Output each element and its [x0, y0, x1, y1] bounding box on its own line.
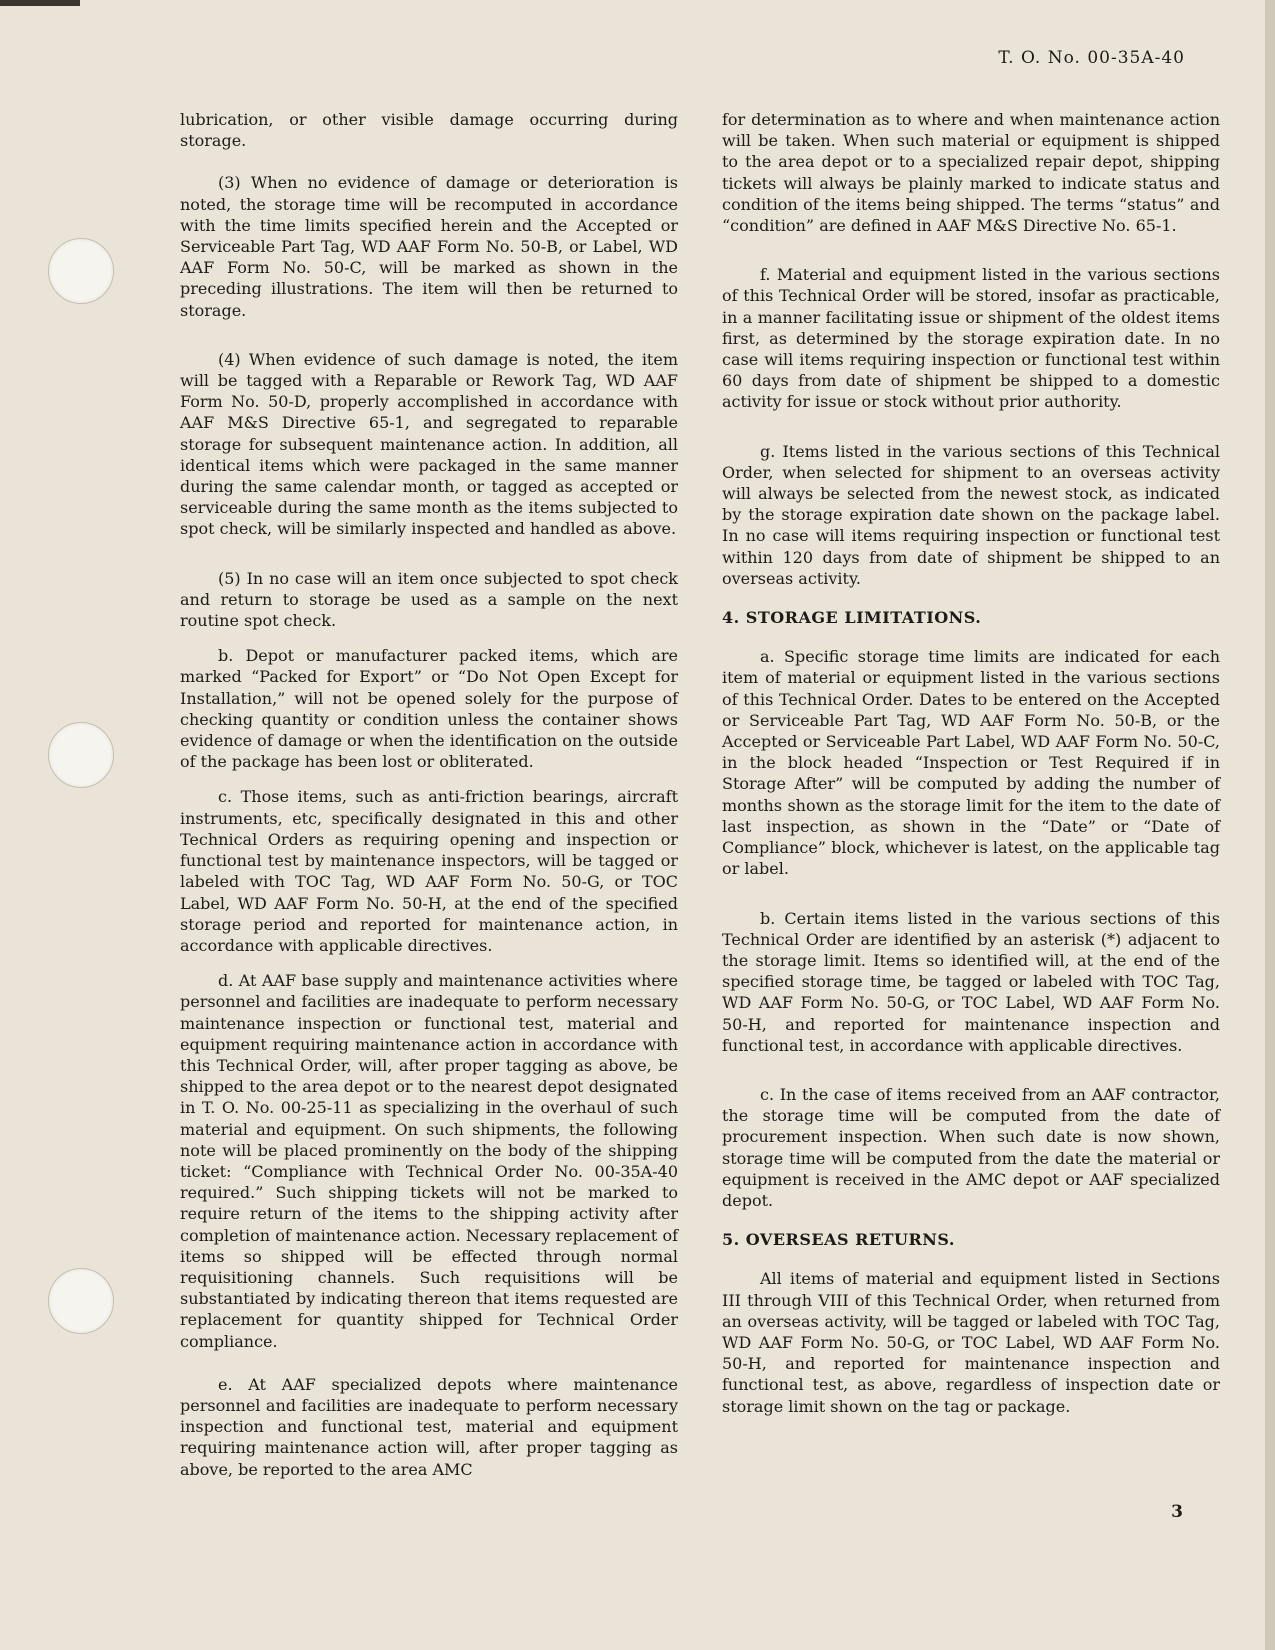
paragraph: (4) When evidence of such damage is noted, the item will be tagged with a Reparable or Rework Tag, WD AAF Form No. 50-D, properly accomplished in accordance with AAF M&S Directive 65-1, and segregated to reparable storage for subsequent maintenance action. In addition, all identical items which were packaged in the same manner during the same calendar month, or tagged as accepted or serviceable during the same month as the items subjected to spot check, will be similarly inspected and handled as above.: [180, 349, 678, 539]
paragraph: f. Material and equipment listed in the various sections of this Technical Order will be stored, insofar as practicable, in a manner facilitating issue or shipment of the oldest items first, as determined by the storage expiration date. In no case will items requiring inspection or functional test within 60 days from date of shipment be shipped to a domestic activity for issue or stock without prior authority.: [722, 265, 1220, 412]
paragraph: for determination as to where and when maintenance action will be taken. When such material or equipment is shipped to the area depot or to a specialized repair depot, shipping tickets will always be plainly marked to indicate status and condition of the items being shipped. The terms “status” and “condition” are defined in AAF M&S Directive No. 65-1.: [722, 110, 1220, 236]
section-heading: 5. OVERSEAS RETURNS.: [722, 1230, 955, 1250]
paragraph: b. Depot or manufacturer packed items, which are marked “Packed for Export” or “Do Not Open Except for Installation,” will not be opened solely for the purpose of checking quantity or condition unless the container shows evidence of damage or when the identification on the outside of the package has been lost or obliterated.: [180, 646, 678, 772]
paragraph: lubrication, or other visible damage occurring during storage.: [180, 110, 678, 151]
document-number: T. O. No. 00-35A-40: [998, 48, 1185, 68]
paragraph: b. Certain items listed in the various sections of this Technical Order are identified by an asterisk (*) adjacent to the storage limit. Items so identified will, at the end of the specified storage time, be tagged or labeled with TOC Tag, WD AAF Form No. 50-G, or TOC Label, WD AAF Form No. 50-H, and reported for maintenance inspection and functional test, in accordance with applicable directives.: [722, 908, 1220, 1055]
paragraph: (3) When no evidence of damage or deterioration is noted, the storage time will be recomputed in accordance with the time limits specified herein and the Accepted or Serviceable Part Tag, WD AAF Form No. 50-B, or Label, WD AAF Form No. 50-C, will be marked as shown in the preceding illustrations. The item will then be returned to storage.: [180, 173, 678, 320]
paragraph: c. Those items, such as anti-friction bearings, aircraft instruments, etc, specifically designated in this and other Technical Orders as requiring opening and inspection or functional test by maintenance inspectors, will be tagged or labeled with TOC Tag, WD AAF Form No. 50-G, or TOC Label, WD AAF Form No. 50-H, at the end of the specified storage period and reported for maintenance action, in accordance with applicable directives.: [180, 787, 678, 955]
binder-hole-top: [48, 238, 114, 304]
page-edge: [1265, 0, 1275, 1650]
page-number: 3: [1171, 1502, 1183, 1522]
paragraph: d. At AAF base supply and maintenance activities where personnel and facilities are inadequate to perform necessary maintenance inspection or functional test, material and equipment requiring maintenance action in accordance with this Technical Order, will, after proper tagging as above, be shipped to the area depot or to the nearest depot designated in T. O. No. 00-25-11 as specializing in the overhaul of such material and equipment. On such shipments, the following note will be placed prominently on the body of the shipping ticket: “Compliance with Technical Order No. 00-35A-40 required.” Such shipping tickets will not be marked to require return of the items to the shipping activity after completion of maintenance action. Necessary replacement of items so shipped will be effected through normal requisitioning channels. Such requisitions will be substantiated by indicating thereon that items requested are replacement for quantity shipped for Technical Order compliance.: [180, 971, 678, 1351]
binder-hole-bottom: [48, 1268, 114, 1334]
left-column: [180, 109, 678, 1501]
section-heading: 4. STORAGE LIMITATIONS.: [722, 608, 982, 628]
paragraph: All items of material and equipment listed in Sections III through VIII of this Technical Order, when returned from an overseas activity, will be tagged or labeled with TOC Tag, WD AAF Form No. 50-G, or TOC Label, WD AAF Form No. 50-H, and reported for maintenance inspection and functional test, as above, regardless of inspection date or storage limit shown on the tag or package.: [722, 1269, 1220, 1416]
right-column: [722, 109, 1220, 1438]
paragraph: e. At AAF specialized depots where maintenance personnel and facilities are inadequate to perform necessary inspection and functional test, material and equipment requiring maintenance action will, after proper tagging as above, be reported to the area AMC: [180, 1374, 678, 1479]
scan-edge-mark: [0, 0, 80, 6]
paragraph: (5) In no case will an item once subjected to spot check and return to storage be used as a sample on the next routine spot check.: [180, 568, 678, 631]
binder-hole-middle: [48, 722, 114, 788]
paragraph: a. Specific storage time limits are indicated for each item of material or equipment listed in the various sections of this Technical Order. Dates to be entered on the Accepted or Serviceable Part Tag, WD AAF Form No. 50-B, or the Accepted or Serviceable Part Label, WD AAF Form No. 50-C, in the block headed “Inspection or Test Required if in Storage After” will be computed by adding the number of months shown as the storage limit for the item to the date of last inspection, as shown in the “Date” or “Date of Compliance” block, whichever is latest, on the applicable tag or label.: [722, 647, 1220, 879]
paragraph: g. Items listed in the various sections of this Technical Order, when selected for shipment to an overseas activity will always be selected from the newest stock, as indicated by the storage expiration date shown on the package label. In no case will items requiring inspection or functional test within 120 days from date of shipment be shipped to an overseas activity.: [722, 441, 1220, 588]
paragraph: c. In the case of items received from an AAF contractor, the storage time will be computed from the date of procurement inspection. When such date is now shown, storage time will be computed from the date the material or equipment is received in the AMC depot or AAF specialized depot.: [722, 1084, 1220, 1210]
